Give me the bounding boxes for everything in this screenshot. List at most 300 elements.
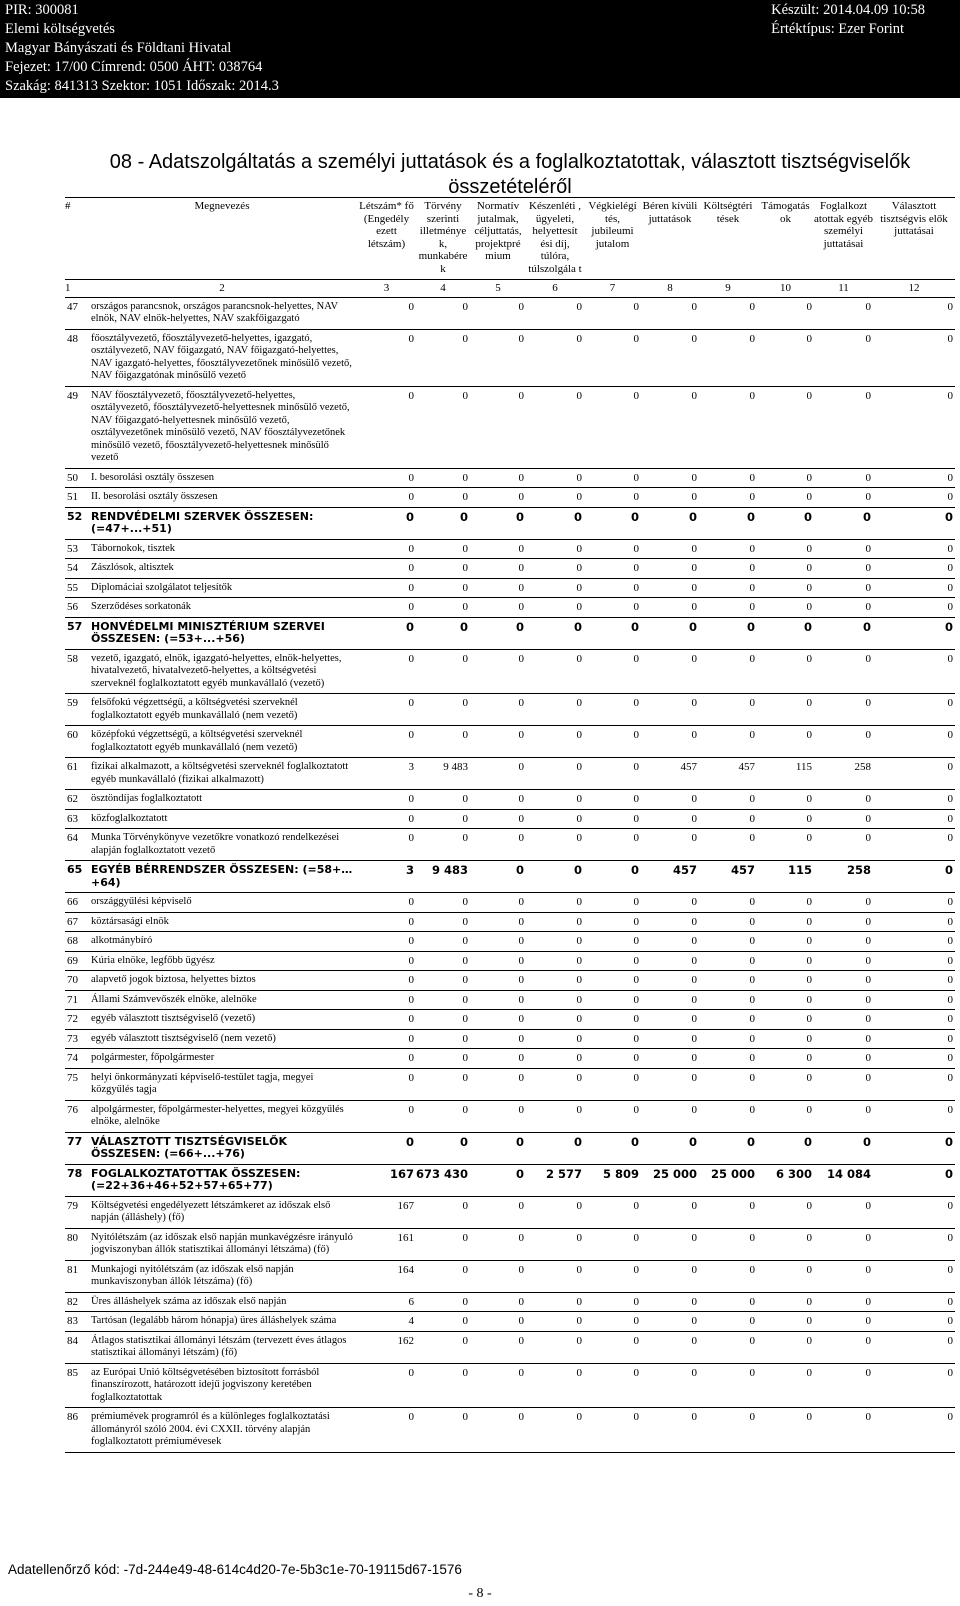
cell-value: 0 xyxy=(576,1103,582,1116)
cell-value: 0 xyxy=(947,1103,953,1116)
cell-value: 0 xyxy=(691,562,697,574)
cell-value: 0 xyxy=(462,300,468,313)
cell-value: 0 xyxy=(462,581,468,594)
cell-value: 0 xyxy=(865,300,871,313)
cell-value: 0 xyxy=(576,1334,582,1347)
column-header-row xyxy=(65,198,955,280)
cell-value: 0 xyxy=(633,1103,639,1116)
cell-value: 0 xyxy=(865,542,871,555)
cell-value: 0 xyxy=(746,1134,755,1149)
cell-value: 258 xyxy=(854,761,871,773)
table-row xyxy=(65,829,955,861)
cell-value: 0 xyxy=(408,896,414,908)
row-description: Üres álláshelyek száma az időszak első napján xyxy=(91,1295,287,1307)
cell-value: 0 xyxy=(576,812,582,825)
cell-value: 0 xyxy=(865,954,871,967)
cell-value: 0 xyxy=(408,729,414,741)
row-description: vezető, igazgató, elnök, igazgató-helyettes, elnök-helyettes, hivatalvezető, hivatalvezető-helyettes, a költségvetési szerveknél foglalkoztatott egyéb munkavállaló (vezető) xyxy=(91,652,342,689)
cell-value: 0 xyxy=(947,491,953,503)
row-description: Költségvetési engedélyezett létszámkeret az időszak első napján (álláshely) (fő) xyxy=(91,1199,331,1223)
row-number: 77 xyxy=(67,1134,83,1148)
row-number: 56 xyxy=(67,601,78,613)
cell-value: 0 xyxy=(518,915,524,928)
table-row xyxy=(65,598,955,618)
cell-value: 0 xyxy=(806,915,812,928)
row-description: egyéb választott tisztségviselő (vezető) xyxy=(91,1013,256,1024)
cell-value: 0 xyxy=(865,793,871,805)
cell-value: 0 xyxy=(576,562,582,574)
cell-value: 115 xyxy=(795,761,812,773)
cell-value: 0 xyxy=(865,915,871,928)
cell-value: 0 xyxy=(947,1231,953,1244)
cell-value: 0 xyxy=(749,300,755,313)
cell-value: 0 xyxy=(947,300,953,313)
row-number: 67 xyxy=(67,915,78,928)
cell-value: 0 xyxy=(749,1263,755,1276)
cell-value: 0 xyxy=(749,389,755,402)
column-number: 3 xyxy=(357,280,416,298)
cell-value: 0 xyxy=(746,509,755,524)
cell-value: 0 xyxy=(947,332,953,345)
cell-value: 0 xyxy=(576,1013,582,1025)
cell-value: 0 xyxy=(408,974,414,986)
cell-value: 0 xyxy=(408,793,414,805)
cell-value: 0 xyxy=(691,1052,697,1064)
column-number: 6 xyxy=(526,280,584,298)
cell-value: 0 xyxy=(462,697,468,709)
cell-value: 0 xyxy=(633,581,639,594)
cell-value: 9 483 xyxy=(443,761,468,773)
table-row xyxy=(65,893,955,913)
cell-value: 0 xyxy=(691,812,697,825)
table-row xyxy=(65,559,955,579)
cell-value: 0 xyxy=(691,601,697,613)
cell-value: 0 xyxy=(462,1295,468,1308)
header-line: Fejezet: 17/00 Címrend: 0500 ÁHT: 038764 xyxy=(5,59,263,75)
row-number: 73 xyxy=(67,1032,78,1045)
cell-value: 0 xyxy=(518,471,524,484)
cell-value: 0 xyxy=(806,562,812,574)
cell-value: 0 xyxy=(691,1231,697,1244)
cell-value: 0 xyxy=(462,491,468,503)
row-description: felsőfokú végzettségű, a költségvetési szerveknél foglalkoztatott egyéb munkavállaló (nem vezető) xyxy=(91,697,298,721)
column-header: Készenléti , ügyeleti, helyettesít ési díj, túlóra, túlszolgála t xyxy=(526,198,584,280)
table-row xyxy=(65,1292,955,1312)
cell-value: 0 xyxy=(865,471,871,484)
cell-value: 3 xyxy=(405,863,414,877)
row-description: fizikai alkalmazott, a költségvetési szerveknél foglalkoztatott egyéb munkavállaló (fizikai alkalmazott) xyxy=(91,761,349,785)
cell-value: 0 xyxy=(806,581,812,594)
column-header: Foglalkozt atottak egyéb személyi juttatásai xyxy=(814,198,873,280)
cell-value: 0 xyxy=(691,1013,697,1025)
cell-value: 5 809 xyxy=(602,1166,639,1181)
cell-value: 0 xyxy=(749,896,755,908)
cell-value: 0 xyxy=(630,1134,639,1149)
header-line: Szakág: 841313 Szektor: 1051 Időszak: 2014.3 xyxy=(5,78,279,94)
cell-value: 0 xyxy=(462,332,468,345)
table-row xyxy=(65,694,955,726)
cell-value: 0 xyxy=(576,729,582,741)
cell-value: 0 xyxy=(865,332,871,345)
cell-value: 0 xyxy=(749,1366,755,1379)
value-type: Értéktípus: Ezer Forint xyxy=(771,21,905,37)
cell-value: 0 xyxy=(576,581,582,594)
row-description: alkotmánybíró xyxy=(91,935,153,946)
cell-value: 0 xyxy=(806,1366,812,1379)
cell-value: 0 xyxy=(806,471,812,484)
table-row xyxy=(65,1100,955,1132)
cell-value: 0 xyxy=(576,935,582,947)
row-description: Szerződéses sorkatonák xyxy=(91,601,192,612)
cell-value: 0 xyxy=(408,1052,414,1064)
cell-value: 0 xyxy=(633,652,639,665)
column-number: 11 xyxy=(814,280,873,298)
cell-value: 0 xyxy=(749,993,755,1006)
row-description: az Európai Unió költségvetésében biztosított forrásból finanszírozott, határozott idejű jogviszony keretében foglalkoztatottak xyxy=(91,1366,320,1403)
cell-value: 0 xyxy=(947,562,953,574)
cell-value: 0 xyxy=(405,509,414,524)
cell-value: 0 xyxy=(408,491,414,503)
cell-value: 0 xyxy=(862,619,871,634)
column-number: 8 xyxy=(641,280,699,298)
row-description: FOGLALKOZTATOTTAK ÖSSZESEN: (=22+36+46+52+57+65+77) xyxy=(91,1166,301,1192)
cell-value: 0 xyxy=(862,509,871,524)
cell-value: 0 xyxy=(633,1052,639,1064)
cell-value: 0 xyxy=(691,332,697,345)
cell-value: 0 xyxy=(806,729,812,741)
cell-value: 0 xyxy=(806,974,812,986)
cell-value: 0 xyxy=(576,542,582,555)
table-row xyxy=(65,1029,955,1049)
cell-value: 0 xyxy=(691,471,697,484)
cell-value: 0 xyxy=(691,1295,697,1308)
cell-value: 0 xyxy=(947,793,953,805)
cell-value: 0 xyxy=(749,793,755,805)
cell-value: 0 xyxy=(462,1013,468,1025)
cell-value: 0 xyxy=(944,509,953,524)
table-row xyxy=(65,951,955,971)
table-row xyxy=(65,1363,955,1408)
cell-value: 0 xyxy=(518,729,524,741)
cell-value: 0 xyxy=(749,915,755,928)
cell-value: 0 xyxy=(691,1199,697,1212)
cell-value: 0 xyxy=(518,491,524,503)
cell-value: 0 xyxy=(518,832,524,844)
cell-value: 14 084 xyxy=(826,1166,871,1181)
cell-value: 0 xyxy=(691,1032,697,1045)
cell-value: 0 xyxy=(576,601,582,613)
cell-value: 0 xyxy=(576,761,582,773)
column-number-row xyxy=(65,280,955,298)
cell-value: 0 xyxy=(576,954,582,967)
cell-value: 0 xyxy=(691,993,697,1006)
cell-value: 0 xyxy=(749,1231,755,1244)
table-row xyxy=(65,488,955,508)
cell-value: 0 xyxy=(749,1199,755,1212)
cell-value: 0 xyxy=(806,300,812,313)
cell-value: 0 xyxy=(518,1366,524,1379)
row-description: Tábornokok, tisztek xyxy=(91,542,175,554)
table-row xyxy=(65,912,955,932)
cell-value: 0 xyxy=(633,896,639,908)
cell-value: 0 xyxy=(691,915,697,928)
cell-value: 0 xyxy=(749,812,755,825)
row-description: Tartósan (legalább három hónapja) üres álláshelyek száma xyxy=(91,1315,337,1326)
column-number: 7 xyxy=(584,280,641,298)
cell-value: 0 xyxy=(462,1231,468,1244)
cell-value: 0 xyxy=(630,509,639,524)
cell-value: 0 xyxy=(947,542,953,555)
cell-value: 0 xyxy=(749,1052,755,1064)
cell-value: 0 xyxy=(518,896,524,908)
row-description: NAV főosztályvezető, főosztályvezető-helyettes, osztályvezető, főosztályvezető-helyettesnek minősülő vezető, NAV főigazgató-helyettesnek minősülő vezető, osztályvezetőnek minősülő vezető, NAV főosztályvezetőnek minősülő vezető, főosztályvezető-helyettesnek minősülő vezető xyxy=(91,389,350,463)
cell-value: 162 xyxy=(397,1334,414,1347)
cell-value: 0 xyxy=(633,1411,639,1423)
cell-value: 0 xyxy=(806,652,812,665)
cell-value: 0 xyxy=(749,542,755,555)
cell-value: 0 xyxy=(749,1295,755,1308)
cell-value: 0 xyxy=(749,1071,755,1084)
cell-value: 0 xyxy=(518,812,524,825)
cell-value: 115 xyxy=(787,863,812,877)
cell-value: 673 430 xyxy=(416,1166,469,1181)
cell-value: 457 xyxy=(730,863,755,877)
cell-value: 0 xyxy=(462,652,468,665)
report-header-band xyxy=(0,0,960,98)
cell-value: 0 xyxy=(865,1013,871,1025)
cell-value: 0 xyxy=(518,1411,524,1423)
header-line: Elemi költségvetés xyxy=(5,21,115,37)
cell-value: 0 xyxy=(806,793,812,805)
cell-value: 0 xyxy=(633,562,639,574)
cell-value: 0 xyxy=(865,896,871,908)
cell-value: 0 xyxy=(865,1315,871,1327)
cell-value: 0 xyxy=(408,993,414,1006)
cell-value: 0 xyxy=(865,1052,871,1064)
cell-value: 0 xyxy=(462,1199,468,1212)
cell-value: 0 xyxy=(688,619,697,634)
row-number: 59 xyxy=(67,697,78,709)
cell-value: 0 xyxy=(576,332,582,345)
row-description: RENDVÉDELMI SZERVEK ÖSSZESEN: (=47+...+51) xyxy=(91,509,314,535)
cell-value: 0 xyxy=(749,652,755,665)
cell-value: 0 xyxy=(947,389,953,402)
cell-value: 0 xyxy=(806,812,812,825)
cell-value: 0 xyxy=(947,993,953,1006)
cell-value: 0 xyxy=(947,1199,953,1212)
cell-value: 0 xyxy=(576,300,582,313)
cell-value: 0 xyxy=(462,1103,468,1116)
row-number: 65 xyxy=(67,863,83,876)
row-number: 64 xyxy=(67,832,78,844)
cell-value: 0 xyxy=(462,542,468,555)
cell-value: 0 xyxy=(865,1231,871,1244)
cell-value: 2 577 xyxy=(545,1166,582,1181)
table-row xyxy=(65,329,955,386)
row-description: Kúria elnöke, legfőbb ügyész xyxy=(91,954,215,966)
cell-value: 0 xyxy=(462,974,468,986)
cell-value: 0 xyxy=(633,832,639,844)
cell-value: 0 xyxy=(408,542,414,555)
cell-value: 0 xyxy=(947,1315,953,1327)
column-header: Létszám* fő (Engedély ezett létszám) xyxy=(357,198,416,280)
cell-value: 0 xyxy=(865,491,871,503)
row-number: 61 xyxy=(67,761,78,773)
table-row xyxy=(65,1196,955,1228)
cell-value: 0 xyxy=(518,542,524,555)
table-row xyxy=(65,649,955,694)
cell-value: 0 xyxy=(806,1231,812,1244)
cell-value: 167 xyxy=(397,1199,414,1212)
cell-value: 0 xyxy=(691,974,697,986)
cell-value: 0 xyxy=(806,1295,812,1308)
cell-value: 0 xyxy=(408,471,414,484)
cell-value: 0 xyxy=(691,729,697,741)
cell-value: 0 xyxy=(944,619,953,634)
cell-value: 0 xyxy=(633,812,639,825)
table-row xyxy=(65,990,955,1010)
row-number: 48 xyxy=(67,332,78,345)
cell-value: 0 xyxy=(865,1411,871,1423)
cell-value: 0 xyxy=(518,389,524,402)
header-line: PIR: 300081 xyxy=(5,2,79,18)
cell-value: 0 xyxy=(806,1334,812,1347)
row-number: 74 xyxy=(67,1052,78,1064)
row-description: alpolgármester, főpolgármester-helyettes, megyei közgyűlés elnöke, alelnöke xyxy=(91,1103,344,1127)
row-description: I. besorolási osztály összesen xyxy=(91,471,215,483)
cell-value: 0 xyxy=(749,935,755,947)
row-description: Munkajogi nyitólétszám (az időszak első napján munkaviszonyban állók létszáma) (fő) xyxy=(91,1263,294,1287)
cell-value: 0 xyxy=(749,974,755,986)
cell-value: 3 xyxy=(408,761,414,773)
cell-value: 0 xyxy=(806,1071,812,1084)
cell-value: 0 xyxy=(633,1231,639,1244)
cell-value: 0 xyxy=(633,300,639,313)
cell-value: 0 xyxy=(749,562,755,574)
cell-value: 0 xyxy=(947,697,953,709)
cell-value: 0 xyxy=(462,1334,468,1347)
column-header: Törvény szerinti illetménye k, munkabére k xyxy=(416,198,470,280)
cell-value: 0 xyxy=(462,389,468,402)
cell-value: 0 xyxy=(633,697,639,709)
cell-value: 0 xyxy=(806,332,812,345)
cell-value: 0 xyxy=(806,896,812,908)
cell-value: 0 xyxy=(630,863,639,877)
column-header: Támogatás ok xyxy=(757,198,814,280)
table-row xyxy=(65,1331,955,1363)
row-description: főosztályvezető, főosztályvezető-helyettes, igazgató, osztályvezető, NAV főigazgató, NAV főigazgató-helyettes, NAV igazgató-helyettes, főosztályvezetőnek minősülő vezető, NAV főigazgatónak minősülő vezető xyxy=(91,332,352,381)
row-number: 49 xyxy=(67,389,78,402)
cell-value: 0 xyxy=(803,619,812,634)
row-description: VÁLASZTOTT TISZTSÉGVISELŐK ÖSSZESEN: (=66+...+76) xyxy=(91,1134,288,1160)
validation-code: Adatellenőrző kód: -7d-244e49-48-614c4d20-7e-5b3c1e-70-19115d67-1576 xyxy=(8,1562,462,1577)
cell-value: 0 xyxy=(749,471,755,484)
row-description: alapvető jogok biztosa, helyettes biztos xyxy=(91,974,256,985)
cell-value: 4 xyxy=(408,1315,414,1327)
cell-value: 0 xyxy=(405,1134,414,1149)
row-number: 70 xyxy=(67,974,78,986)
cell-value: 0 xyxy=(518,974,524,986)
cell-value: 0 xyxy=(865,1032,871,1045)
cell-value: 0 xyxy=(405,619,414,634)
cell-value: 0 xyxy=(408,697,414,709)
column-header: Normatív jutalmak, céljuttatás, projektpré mium xyxy=(470,198,526,280)
cell-value: 0 xyxy=(633,1032,639,1045)
cell-value: 0 xyxy=(408,915,414,928)
cell-value: 0 xyxy=(749,1315,755,1327)
cell-value: 0 xyxy=(462,896,468,908)
cell-value: 0 xyxy=(459,509,468,524)
created-timestamp: Készült: 2014.04.09 10:58 xyxy=(771,2,925,18)
cell-value: 0 xyxy=(947,761,953,773)
cell-value: 0 xyxy=(947,915,953,928)
cell-value: 0 xyxy=(633,1013,639,1025)
cell-value: 0 xyxy=(408,562,414,574)
table-row xyxy=(65,790,955,810)
cell-value: 0 xyxy=(806,1032,812,1045)
cell-value: 0 xyxy=(408,954,414,967)
cell-value: 0 xyxy=(462,832,468,844)
cell-value: 0 xyxy=(633,993,639,1006)
cell-value: 0 xyxy=(691,793,697,805)
cell-value: 0 xyxy=(518,1334,524,1347)
row-number: 80 xyxy=(67,1231,78,1244)
row-description: ösztöndíjas foglalkoztatott xyxy=(91,793,203,804)
cell-value: 0 xyxy=(947,1295,953,1308)
cell-value: 0 xyxy=(691,1334,697,1347)
table-row xyxy=(65,1068,955,1100)
row-number: 66 xyxy=(67,896,78,908)
column-number: 2 xyxy=(87,280,357,298)
cell-value: 0 xyxy=(633,1071,639,1084)
column-number: 5 xyxy=(470,280,526,298)
cell-value: 0 xyxy=(633,954,639,967)
row-description: EGYÉB BÉRRENDSZER ÖSSZESEN: (=58+…+64) xyxy=(91,863,353,889)
cell-value: 0 xyxy=(691,1315,697,1327)
cell-value: 0 xyxy=(947,1013,953,1025)
cell-value: 0 xyxy=(408,1071,414,1084)
report-header-left xyxy=(5,1,279,96)
cell-value: 0 xyxy=(462,562,468,574)
cell-value: 0 xyxy=(947,812,953,825)
table-row xyxy=(65,1132,955,1164)
cell-value: 0 xyxy=(576,915,582,928)
cell-value: 0 xyxy=(947,601,953,613)
table-row xyxy=(65,386,955,468)
table-body xyxy=(65,297,955,1452)
row-description: köztársasági elnök xyxy=(91,915,169,927)
column-header-index: # xyxy=(65,198,87,280)
cell-value: 0 xyxy=(576,974,582,986)
cell-value: 0 xyxy=(947,652,953,665)
cell-value: 0 xyxy=(803,1134,812,1149)
table-row xyxy=(65,297,955,329)
cell-value: 0 xyxy=(947,1334,953,1347)
table-row xyxy=(65,1049,955,1069)
cell-value: 0 xyxy=(633,974,639,986)
cell-value: 0 xyxy=(462,935,468,947)
cell-value: 0 xyxy=(462,1263,468,1276)
cell-value: 0 xyxy=(865,652,871,665)
cell-value: 0 xyxy=(408,832,414,844)
cell-value: 0 xyxy=(806,935,812,947)
row-description: országgyűlési képviselő xyxy=(91,896,192,907)
cell-value: 0 xyxy=(408,601,414,613)
table-row xyxy=(65,1408,955,1453)
cell-value: 0 xyxy=(462,1366,468,1379)
row-number: 68 xyxy=(67,935,78,947)
cell-value: 0 xyxy=(576,1315,582,1327)
